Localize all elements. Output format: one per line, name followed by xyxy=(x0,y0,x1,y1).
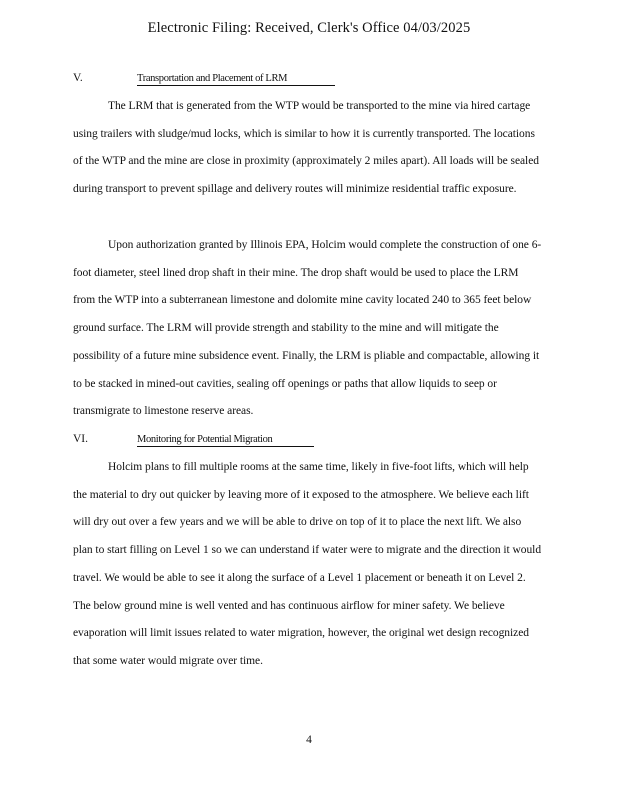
section-title: Transportation and Placement of LRM xyxy=(137,72,335,86)
page-number: 4 xyxy=(306,734,312,746)
filing-stamp-header: Electronic Filing: Received, Clerk's Office 04/03/2025 xyxy=(147,20,471,36)
section-number: VI. xyxy=(73,433,89,445)
section-heading-vi xyxy=(73,433,314,447)
paragraph-drop-shaft: Upon authorization granted by Illinois EPA, Holcim would complete the construction of one 6-foot diameter, steel lined drop shaft in their mine. The drop shaft would be used to place the LRM from the WTP into a subterranean limestone and dolomite mine cavity located 240 to 365 feet below ground surface. The LRM will provide strength and stability to the mine and will mitigate the possibility of a future mine subsidence event. Finally, the LRM is pliable and compactable, allowing it to be stacked in mined-out cavities, sealing off openings or paths that allow liquids to seep or transmigrate to limestone reserve areas. xyxy=(73,239,542,418)
section-heading-v xyxy=(73,72,335,86)
paragraph-monitoring: Holcim plans to fill multiple rooms at the same time, likely in five-foot lifts, which will help the material to dry out quicker by leaving more of it exposed to the atmosphere. We believe each lift will dry out over a few years and we will be able to drive on top of it to place the next lift. We also plan to start filling on Level 1 so we can understand if water were to migrate and the direction it would travel. We would be able to see it along the surface of a Level 1 placement or beneath it on Level 2. The below ground mine is well vented and has continuous airflow for miner safety. We believe evaporation will limit issues related to water migration, however, the original wet design recognized that some water would migrate over time. xyxy=(73,461,542,667)
paragraph-transportation: The LRM that is generated from the WTP would be transported to the mine via hired cartage using trailers with sludge/mud locks, which is similar to how it is currently transported. The locations of the WTP and the mine are close in proximity (approximately 2 miles apart). All loads will be sealed during transport to prevent spillage and delivery routes will minimize residential traffic exposure. xyxy=(73,100,539,196)
section-title: Monitoring for Potential Migration xyxy=(137,433,314,447)
section-number: V. xyxy=(73,72,83,84)
